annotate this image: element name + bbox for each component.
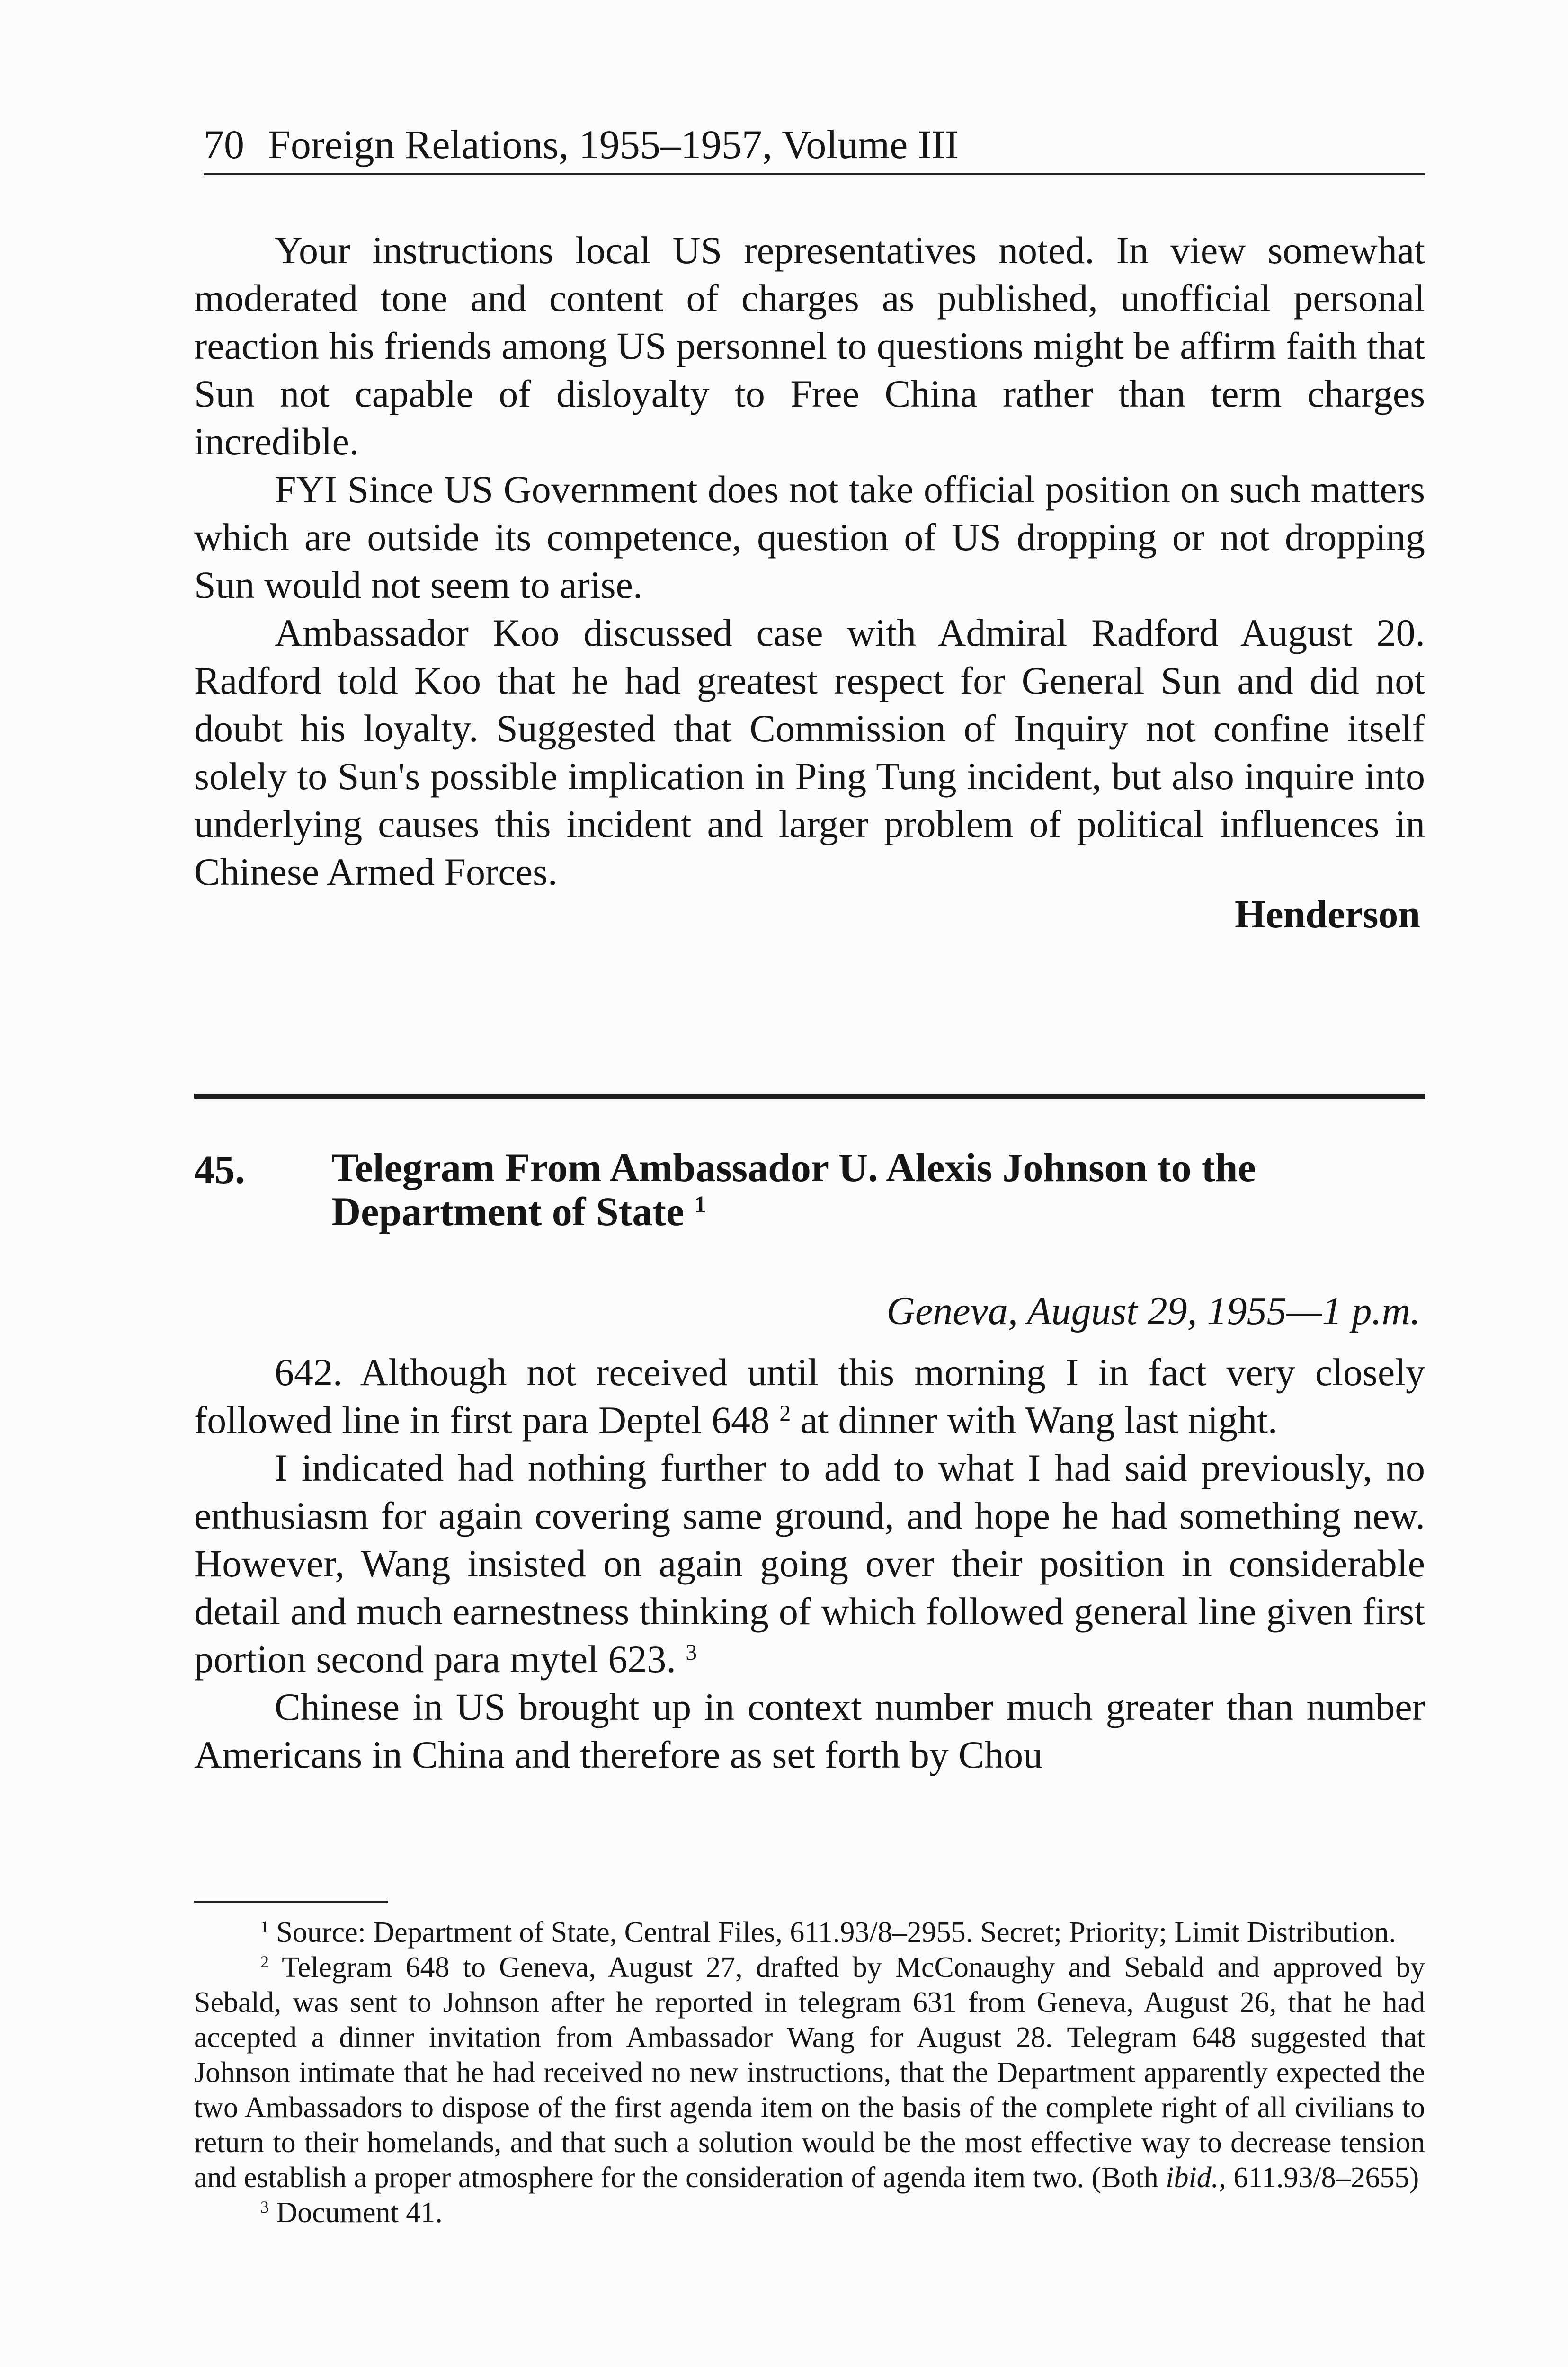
document-number: 45. [194,1147,245,1192]
footnote-ref: 3 [686,1640,697,1665]
footnotes [194,1915,1425,2230]
running-title: Foreign Relations, 1955–1957, Volume III [268,122,959,167]
footnote-mark: 3 [260,2198,269,2217]
footnote-ref: 2 [779,1401,791,1426]
section-divider [194,1094,1425,1099]
body-paragraph: Ambassador Koo discussed case with Admiral Radford August 20. Radford told Koo that he had greatest respect for General Sun and did not doubt his loyalty. Suggested that Commission of Inquiry not confine itself solely to Sun's possible implication in Ping Tung incident, but also inquire into underlying causes this incident and larger problem of political influences in Chinese Armed Forces. [194,611,1425,893]
footnote-text: , 611.93/8–2655) [1219,2162,1419,2194]
footnote-3 [194,2195,1425,2230]
document-title-text: Telegram From Ambassador U. Alexis Johnson to the Department of State [331,1145,1256,1234]
signature: Henderson [1234,892,1420,936]
footnote-divider [194,1901,388,1903]
body-paragraph: FYI Since US Government does not take official position on such matters which are outside its competence, question of US dropping or not dropping Sun would not seem to arise. [194,468,1425,606]
running-header [204,118,1425,175]
paragraph-text: 642. Although not received until this morning I in fact very closely followed line in first para Deptel 648 [194,1351,1425,1442]
footnote-mark: 1 [260,1917,269,1937]
body-paragraph [194,1444,1425,1683]
page-number: 70 [204,122,244,167]
paragraph-text: I indicated had nothing further to add to what I had said previously, no enthusiasm for again covering same ground, and hope he had something new. However, Wang insisted on again going over their position in considerable detail and much earnestness thinking of which followed general line given first portion second para mytel 623. [194,1446,1425,1681]
footnote-mark: 2 [260,1952,269,1972]
footnote-text: Source: Department of State, Central Files, 611.93/8–2955. Secret; Priority; Limit Distribution. [276,1916,1396,1949]
dateline: Geneva, August 29, 1955—1 p.m. [886,1289,1420,1333]
footnote-1 [194,1915,1425,1950]
body-paragraph [194,1348,1425,1444]
previous-document-text [194,226,1425,896]
document-body [194,1348,1425,1779]
footnote-ref: 1 [694,1191,706,1218]
footnote-text: Document 41. [276,2197,443,2229]
footnote-text: Telegram 648 to Geneva, August 27, drafted by McConaughy and Sebald and approved by Sebald, was sent to Johnson after he reported in telegram 631 from Geneva, August 26, that he had accepted a dinner invitation from Ambassador Wang for August 28. Telegram 648 suggested that Johnson intimate that he had received no new instructions, that the Department apparently expected the two Ambassadors to dispose of the first agenda item on the basis of the complete right of all civilians to return to their homelands, and that such a solution would be the most effective way to decrease tension and establish a proper atmosphere for the consideration of agenda item two. (Both [194,1951,1425,2194]
body-paragraph: Your instructions local US representatives noted. In view somewhat moderated tone and content of charges as published, unofficial personal reaction his friends among US personnel to questions might be affirm faith that Sun not capable of disloyalty to Free China rather than term charges incredible. [194,229,1425,463]
body-paragraph [194,1683,1425,1779]
paragraph-text: at dinner with Wang last night. [800,1398,1278,1442]
footnote-ibid: ibid. [1166,2162,1219,2194]
footnote-2 [194,1950,1425,2195]
document-title [331,1146,1420,1234]
paragraph-text: Chinese in US brought up in context number much greater than number Americans in China and therefore as set forth by Chou [194,1685,1425,1776]
